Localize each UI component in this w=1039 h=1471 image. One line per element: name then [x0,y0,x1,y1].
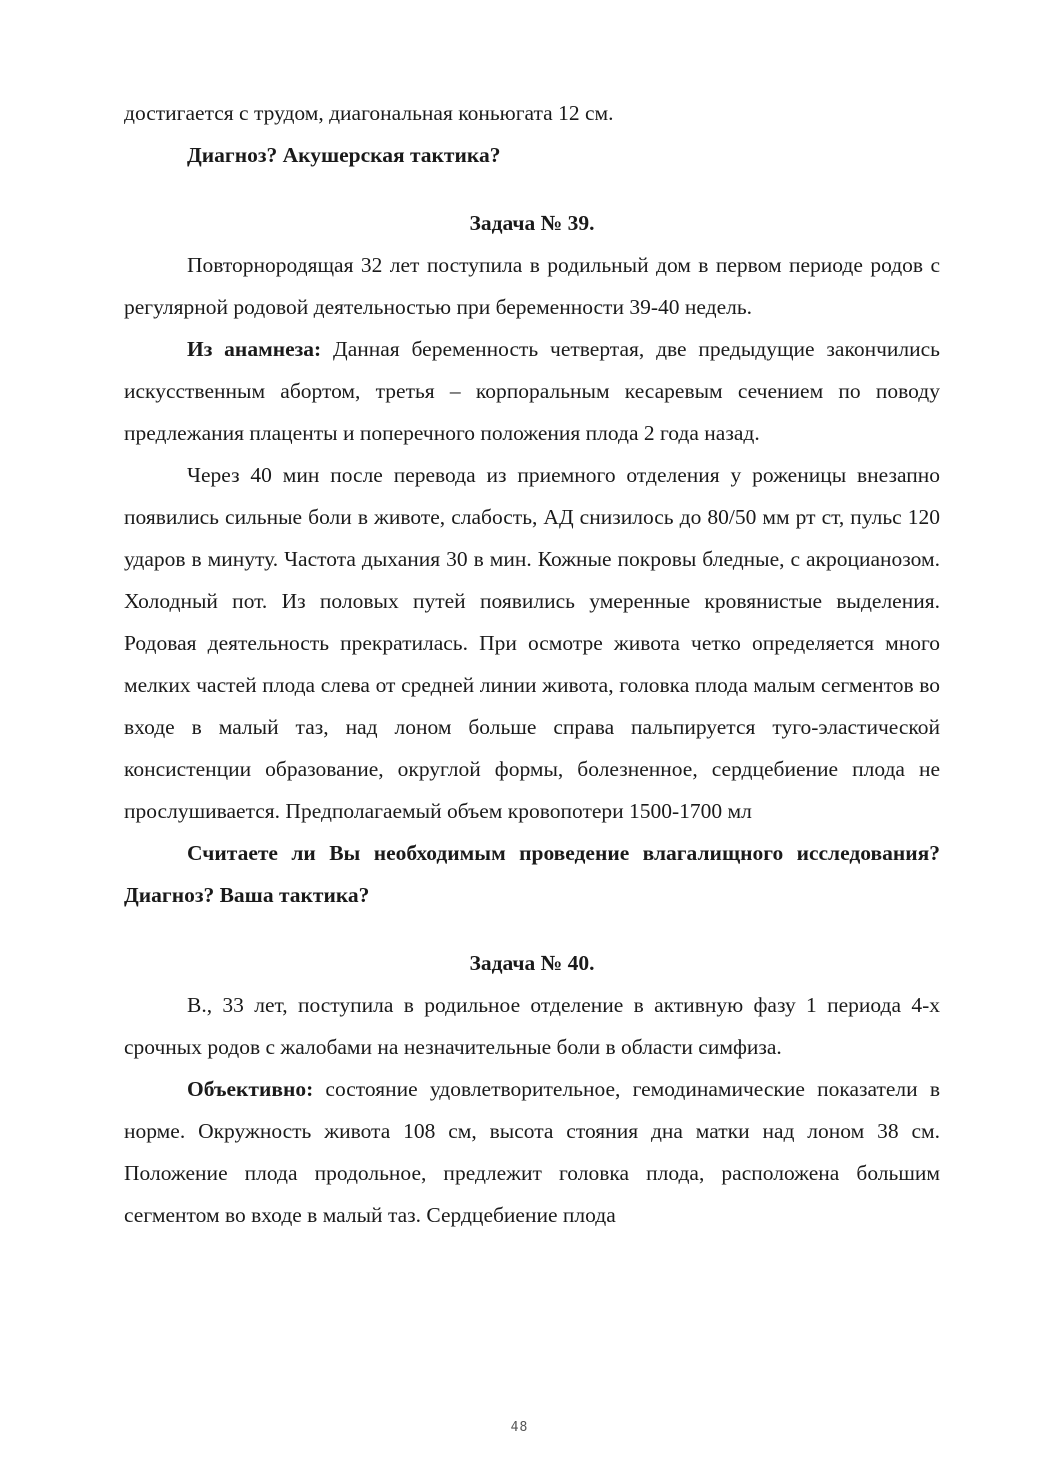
task-40-objective [124,1068,940,1236]
task-40-heading: Задача № 40. [469,951,595,975]
objective-text: состояние удовлетворительное, гемодинамические показатели в норме. Окружность живота 108 см, высота стояния дна матки над лоном 38 см. Положение плода продольное, предлежит головка плода, расположена большим сегментом во входе в малый таз. Сердцебиение плода [124,1077,940,1227]
task-39-question: Считаете ли Вы необходимым проведение влагалищного исследования? Диагноз? Ваша тактика? [124,841,940,907]
task-39-anamnesis [124,328,940,454]
objective-label: Объективно: [187,1077,314,1101]
page-content [124,92,940,1236]
task-39-course: Через 40 мин после перевода из приемного отделения у роженицы внезапно появились сильные боли в животе, слабость, АД снизилось до 80/50 мм рт ст, пульс 120 ударов в минуту. Частота дыхания 30 в мин. Кожные покровы бледные, с акроцианозом. Холодный пот. Из половых путей появились умеренные кровянистые выделения. Родовая деятельность прекратилась. При осмотре живота четко определяется много мелких частей плода слева от средней линии живота, головка плода малым сегментов во входе в малый таз, над лоном больше справа пальпируется туго-эластической консистенции образование, округлой формы, болезненное, сердцебиение плода не прослушивается. Предполагаемый объем кровопотери 1500-1700 мл [124,463,940,823]
continuation-paragraph: достигается с трудом, диагональная коньюгата 12 см. [124,101,614,125]
page-number: 48 [510,1420,529,1435]
anamnesis-label: Из анамнеза: [187,337,322,361]
task-40-intro: В., 33 лет, поступила в родильное отделение в активную фазу 1 периода 4-х срочных родов с жалобами на незначительные боли в области симфиза. [124,993,940,1059]
anamnesis-text: Данная беременность четвертая, две предыдущие закончились искусственным абортом, третья – корпоральным кесаревым сечением по поводу предлежания плаценты и поперечного положения плода 2 года назад. [124,337,940,445]
task-39-heading: Задача № 39. [469,211,595,235]
task-39-intro: Повторнородящая 32 лет поступила в родильный дом в первом периоде родов с регулярной родовой деятельностью при беременности 39-40 недель. [124,253,940,319]
task-38-question: Диагноз? Акушерская тактика? [187,143,501,167]
